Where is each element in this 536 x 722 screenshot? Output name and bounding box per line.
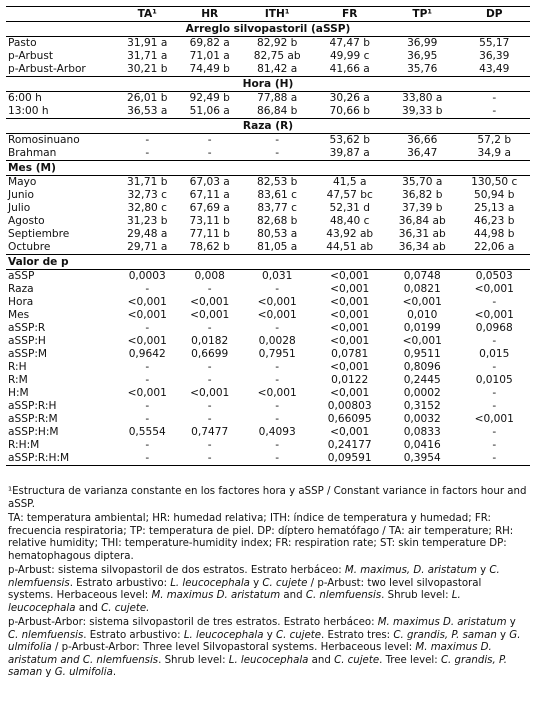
row-label: 6:00 h [8, 92, 42, 104]
header-cell [6, 7, 116, 22]
footnote-text: TA: temperatura ambiental; HR: humedad relativa; ITH: índice de temperatura y humedad; FR: frecuencia respiratoria; TP: temperatura de piel. DP: díptero hematófago / TA: air temperature; RH: relative humidity; THI: temperature-humidity index; FR: respiration rate; ST: skin temperature DP: hematophagous diptera. [8, 513, 514, 562]
species-name: L. leucocephala [170, 577, 250, 589]
table-cell: 0,0199 [403, 322, 441, 334]
species-name: M. maximus D. aristatum and C. nlemfuensis [8, 642, 492, 666]
table-cell: <0,001 [474, 283, 514, 295]
table-cell: - [207, 147, 212, 159]
table-cell: <0,001 [474, 413, 514, 425]
table-row [6, 176, 530, 190]
row-label: Pasto [8, 37, 37, 49]
table-cell: 29,48 a [127, 228, 168, 240]
row-label: R:H [8, 361, 27, 373]
table-cell: - [145, 361, 150, 373]
table-cell: 0,3954 [386, 452, 459, 466]
table-cell: 25,13 a [474, 202, 515, 214]
table-cell: 0,0748 [403, 270, 441, 282]
table-row [6, 134, 530, 148]
table-cell: 22,06 a [474, 241, 515, 253]
table-cell: - [207, 400, 212, 412]
species-name: M. maximus, D. aristatum [344, 565, 477, 576]
table-row [6, 37, 530, 51]
species-name: C. grandis, P. saman [8, 654, 507, 678]
table-cell: - [275, 374, 280, 386]
species-name: C. nlemfuensis [8, 629, 84, 641]
table-cell: 0,66095 [327, 413, 372, 425]
table-row [6, 283, 530, 296]
table-cell: - [145, 147, 150, 159]
species-name: C. cujete [276, 629, 322, 641]
row-label: Raza [8, 283, 34, 295]
table-cell: <0,001 [127, 387, 167, 399]
table-cell: 0,00803 [327, 400, 372, 412]
table-cell: 0,3152 [403, 400, 441, 412]
table-cell: 35,76 [407, 63, 438, 75]
table-cell: 55,17 [479, 37, 510, 49]
species-name: G. ulmifolia [8, 629, 521, 653]
table-cell: - [275, 322, 280, 334]
table-cell: <0,001 [330, 309, 370, 321]
table-cell: 35,70 a [402, 176, 443, 188]
table-cell: - [458, 452, 530, 466]
footnote-text: y [506, 617, 516, 628]
table-cell: 43,49 [479, 63, 510, 75]
table-cell: 36,31 ab [398, 228, 446, 240]
footnote-text: y [249, 577, 263, 589]
row-label: R:H:M [8, 439, 40, 451]
table-cell: 36,53 a [127, 105, 168, 117]
row-label: Septiembre [8, 228, 70, 240]
table-cell: - [275, 361, 280, 373]
row-label: aSSP:R:H [8, 400, 57, 412]
row-label: H:M [8, 387, 29, 399]
header-cell: TA¹ [116, 7, 178, 22]
section-header-row [6, 77, 530, 92]
header-cell: TP¹ [386, 7, 459, 22]
footnote-text: . Tree level: [379, 654, 441, 666]
table-cell: 53,62 b [329, 134, 370, 146]
table-row [6, 202, 530, 215]
table-cell: - [145, 322, 150, 334]
table-cell: 0,4093 [258, 426, 296, 438]
table-cell: - [492, 92, 497, 104]
table-cell: 41,66 a [329, 63, 370, 75]
table-row [6, 413, 530, 426]
table-cell: - [145, 134, 150, 146]
footnote-paragraph [8, 617, 528, 680]
table-cell: 82,92 b [256, 37, 298, 49]
table-row [6, 270, 530, 284]
table-cell: - [145, 283, 150, 295]
header-cell: ITH¹ [241, 7, 314, 22]
table-cell: 0,0122 [331, 374, 369, 386]
table-cell: <0,001 [330, 296, 370, 308]
table-cell: - [275, 439, 280, 451]
table-cell: 32,80 c [127, 202, 167, 214]
table-cell: 0,09591 [313, 452, 386, 466]
table-cell: <0,001 [257, 296, 297, 308]
species-name: M. maximus D. aristatum [377, 617, 507, 628]
table-cell: 48,40 c [329, 215, 370, 227]
table-cell: - [275, 134, 280, 146]
table-cell: 0,24177 [327, 439, 372, 451]
table-cell: 50,94 b [474, 189, 515, 201]
table-cell: <0,001 [402, 296, 442, 308]
table-cell: 82,68 b [256, 215, 298, 227]
table-cell: - [275, 413, 280, 425]
footnote-text: y [496, 629, 510, 641]
footnote-text: . Estrato tres: [321, 629, 394, 641]
table-cell: 86,84 b [256, 105, 298, 117]
footnote-text: . Shrub level: [381, 590, 452, 601]
table-row [6, 322, 530, 335]
table-cell: 36,47 [407, 147, 438, 159]
table-cell: - [492, 335, 497, 347]
table-cell: - [492, 296, 497, 308]
table-row [6, 348, 530, 361]
table-cell: - [207, 413, 212, 425]
table-cell: 81,42 a [257, 63, 298, 75]
table-cell: - [145, 400, 150, 412]
row-label: Mes [8, 309, 30, 321]
footnote-text: / p-Arbust: two level silvopastoral systems. Herbaceous level: [8, 577, 482, 601]
table-cell: 92,49 b [189, 92, 230, 104]
table-cell: 78,62 b [189, 241, 230, 253]
table-cell: 0,9511 [403, 348, 441, 360]
table-row [6, 309, 530, 322]
table-row [6, 63, 530, 77]
table-header-row [6, 7, 530, 22]
footnote-text: and [308, 654, 335, 666]
section-header-row [6, 161, 530, 176]
table-cell: 31,91 a [127, 37, 168, 49]
row-label: 13:00 h [8, 105, 49, 117]
table-cell: - [207, 361, 212, 373]
table-cell: 46,23 b [474, 215, 515, 227]
table-cell: - [275, 400, 280, 412]
table-cell: 67,69 a [189, 202, 230, 214]
table-row [6, 105, 530, 119]
table-cell: 0,7477 [191, 426, 229, 438]
row-label: Junio [8, 189, 34, 201]
table-cell: - [241, 452, 314, 466]
table-cell: 36,39 [479, 50, 510, 62]
table-row [6, 439, 530, 452]
table-cell: 30,21 b [127, 63, 168, 75]
table-row [6, 215, 530, 228]
table-cell: 26,01 b [127, 92, 168, 104]
table-cell: 0,0182 [191, 335, 229, 347]
row-label: aSSP:H [8, 335, 46, 347]
table-cell: 44,51 ab [326, 241, 374, 253]
species-name: L. leucocephala [228, 654, 309, 666]
table-cell: 47,47 b [329, 37, 370, 49]
header-cell: DP [458, 7, 530, 22]
table-cell: 29,71 a [127, 241, 168, 253]
row-label: p-Arbust-Arbor [8, 63, 86, 75]
footnote-text: . Shrub level: [158, 654, 229, 666]
table-cell: 0,2445 [403, 374, 441, 386]
table-cell: 41,5 a [332, 176, 367, 188]
table-cell: 39,33 b [402, 105, 443, 117]
section-header-row [6, 22, 530, 37]
footnote-text: p-Arbust: sistema silvopastoril de dos estratos. Estrato herbáceo: [8, 565, 345, 576]
species-name: M. maximus D. aristatum [151, 590, 281, 601]
table-cell: 36,84 ab [398, 215, 446, 227]
table-cell: 80,53 a [257, 228, 298, 240]
table-cell: - [178, 452, 240, 466]
table-body [6, 22, 530, 466]
section-title: Arreglo silvopastoril (aSSP) [6, 22, 530, 37]
table-cell: 0,031 [262, 270, 293, 282]
header-cell: FR [313, 7, 386, 22]
table-cell: 51,06 a [189, 105, 230, 117]
table-cell: - [207, 322, 212, 334]
row-label: Julio [8, 202, 31, 214]
species-name: C. cujete. [101, 602, 150, 614]
row-label: Hora [8, 296, 34, 308]
table-cell: 37,39 b [402, 202, 443, 214]
table-cell: 81,05 a [257, 241, 298, 253]
table-cell: 0,0028 [258, 335, 296, 347]
table-cell: 0,0032 [403, 413, 441, 425]
table-cell: 0,0781 [331, 348, 369, 360]
species-name: C. nlemfuensis [305, 590, 382, 601]
table-row [6, 335, 530, 348]
table-row [6, 92, 530, 106]
row-label: aSSP:M [8, 348, 48, 360]
table-cell: <0,001 [330, 335, 370, 347]
table-cell: - [492, 387, 497, 399]
table-cell: 0,015 [479, 348, 510, 360]
footnote-text: . [112, 667, 117, 678]
section-title: Hora (H) [6, 77, 530, 92]
table-row [6, 147, 530, 161]
table-cell: <0,001 [330, 283, 370, 295]
section-title: Raza (R) [6, 119, 530, 134]
footnote-text: and [75, 602, 102, 614]
table-cell: 82,53 b [256, 176, 298, 188]
table-cell: 0,8096 [403, 361, 441, 373]
table-row [6, 452, 530, 466]
row-label: R:M [8, 374, 28, 386]
table-cell: 36,95 [407, 50, 438, 62]
table-cell: 67,03 a [189, 176, 230, 188]
table-cell: 36,66 [407, 134, 438, 146]
table-cell: - [492, 426, 497, 438]
table-cell: 0,0003 [128, 270, 166, 282]
species-name: C. cujete [334, 654, 380, 666]
table-cell: - [207, 374, 212, 386]
table-cell: <0,001 [402, 335, 442, 347]
table-cell: <0,001 [127, 296, 167, 308]
table-cell: - [145, 413, 150, 425]
footnote-text: and [280, 590, 306, 601]
table-cell: - [492, 361, 497, 373]
table-cell: 0,010 [407, 309, 438, 321]
header-cell: HR [178, 7, 240, 22]
document [6, 6, 530, 682]
table-row [6, 228, 530, 241]
table-cell: 82,75 ab [253, 50, 301, 62]
table-cell: - [275, 147, 280, 159]
table-row [6, 361, 530, 374]
table-cell: <0,001 [474, 309, 514, 321]
table-cell: 77,88 a [257, 92, 298, 104]
species-name: C. grandis, P. saman [393, 629, 497, 641]
row-label: aSSP:R [8, 322, 46, 334]
table-cell: 77,11 b [189, 228, 230, 240]
species-name: C. cujete [262, 577, 308, 589]
table-cell: 0,0105 [475, 374, 513, 386]
table-cell: 31,71 b [127, 176, 168, 188]
table-cell: - [207, 134, 212, 146]
table-cell: 0,0833 [403, 426, 441, 438]
table-row [6, 426, 530, 439]
table-row [6, 189, 530, 202]
table-row [6, 241, 530, 255]
footnote-paragraph [8, 486, 528, 511]
table-cell: <0,001 [330, 270, 370, 282]
table-cell: 57,2 b [477, 134, 512, 146]
table-cell: <0,001 [257, 387, 297, 399]
table-row [6, 400, 530, 413]
table-cell: <0,001 [190, 296, 230, 308]
table-cell: - [145, 439, 150, 451]
table-row [6, 296, 530, 309]
table-cell: 36,99 [407, 37, 438, 49]
table-cell: - [207, 283, 212, 295]
table-footnotes [6, 486, 530, 680]
table-cell: 70,66 b [329, 105, 370, 117]
footnote-paragraph [8, 513, 528, 563]
footnote-text: . Estrato arbustivo: [83, 629, 184, 641]
table-cell: <0,001 [127, 309, 167, 321]
table-cell: - [207, 439, 212, 451]
row-label: aSSP:R:H:M [6, 452, 116, 466]
row-label: Mayo [8, 176, 37, 188]
footnote-text: p-Arbust-Arbor: sistema silvopastoril de tres estratos. Estrato herbáceo: [8, 617, 378, 628]
table-cell: 0,0503 [475, 270, 513, 282]
table-cell: 52,31 d [329, 202, 370, 214]
table-cell: 39,87 a [329, 147, 370, 159]
table-cell: - [492, 400, 497, 412]
species-name: L. leucocephala [183, 629, 264, 641]
table-cell: 31,71 a [127, 50, 168, 62]
table-cell: 67,11 a [189, 189, 230, 201]
table-cell: - [492, 439, 497, 451]
section-title: Valor de p [6, 255, 530, 270]
table-cell: <0,001 [330, 426, 370, 438]
table-cell: - [275, 283, 280, 295]
section-header-row [6, 255, 530, 270]
row-label: aSSP:H:M [8, 426, 59, 438]
table-row [6, 50, 530, 63]
species-name: L. leucocephala [8, 590, 461, 614]
table-cell: <0,001 [330, 361, 370, 373]
row-label: Brahman [8, 147, 57, 159]
table-cell: 0,0416 [403, 439, 441, 451]
section-title: Mes (M) [6, 161, 530, 176]
table-cell: 36,82 b [402, 189, 443, 201]
table-cell: 43,92 ab [326, 228, 374, 240]
table-cell: 0,7951 [258, 348, 296, 360]
table-cell: 31,23 b [127, 215, 168, 227]
row-label: aSSP [8, 270, 35, 282]
table-cell: 44,98 b [474, 228, 515, 240]
table-cell: 130,50 c [471, 176, 518, 188]
table-cell: 73,11 b [189, 215, 230, 227]
table-cell: 0,5554 [128, 426, 166, 438]
footnote-text: y [263, 629, 277, 641]
table-cell: - [145, 374, 150, 386]
table-cell: 83,77 c [257, 202, 297, 214]
table-cell: 34,9 a [477, 147, 511, 159]
table-cell: 0,008 [194, 270, 225, 282]
table-cell: 0,0002 [403, 387, 441, 399]
table-cell: <0,001 [257, 309, 297, 321]
table-cell: 0,6699 [191, 348, 229, 360]
table-cell: 36,34 ab [398, 241, 446, 253]
table-cell: 49,99 c [329, 50, 370, 62]
table-cell: 30,26 a [329, 92, 370, 104]
table-cell: - [116, 452, 178, 466]
footnote-text: ¹Estructura de varianza constante en los factores hora y aSSP / Constant variance in factors hour and aSSP. [8, 486, 527, 510]
row-label: Agosto [8, 215, 45, 227]
table-cell: 32,73 c [127, 189, 167, 201]
table-cell: 74,49 b [189, 63, 230, 75]
row-label: p-Arbust [8, 50, 54, 62]
footnote-paragraph [8, 565, 528, 615]
table-cell: <0,001 [190, 309, 230, 321]
table-cell: 69,82 a [189, 37, 230, 49]
footnote-text: / p-Arbust-Arbor: Three level Silvopastoral systems. Herbaceous level: [51, 642, 416, 653]
table-cell: 47,57 bc [326, 189, 373, 201]
section-header-row [6, 119, 530, 134]
table-cell: <0,001 [330, 387, 370, 399]
table-row [6, 387, 530, 400]
species-name: C. nlemfuensis [8, 565, 500, 589]
species-name: G. ulmifolia [54, 667, 113, 678]
table-cell: 71,01 a [189, 50, 230, 62]
table-cell: <0,001 [127, 335, 167, 347]
results-table [6, 6, 530, 466]
footnote-text: y [476, 565, 490, 576]
table-cell: 0,0821 [403, 283, 441, 295]
row-label: Romosinuano [8, 134, 80, 146]
table-row [6, 374, 530, 387]
table-cell: <0,001 [330, 322, 370, 334]
table-cell: 0,0968 [475, 322, 513, 334]
footnote-text: y [42, 667, 55, 678]
table-cell: 83,61 c [257, 189, 297, 201]
row-label: Octubre [8, 241, 51, 253]
footnote-text: . Estrato arbustivo: [69, 577, 171, 589]
table-cell: 33,80 a [402, 92, 443, 104]
table-cell: <0,001 [190, 387, 230, 399]
table-cell: - [492, 105, 497, 117]
row-label: aSSP:R:M [8, 413, 58, 425]
table-cell: 0,9642 [128, 348, 166, 360]
